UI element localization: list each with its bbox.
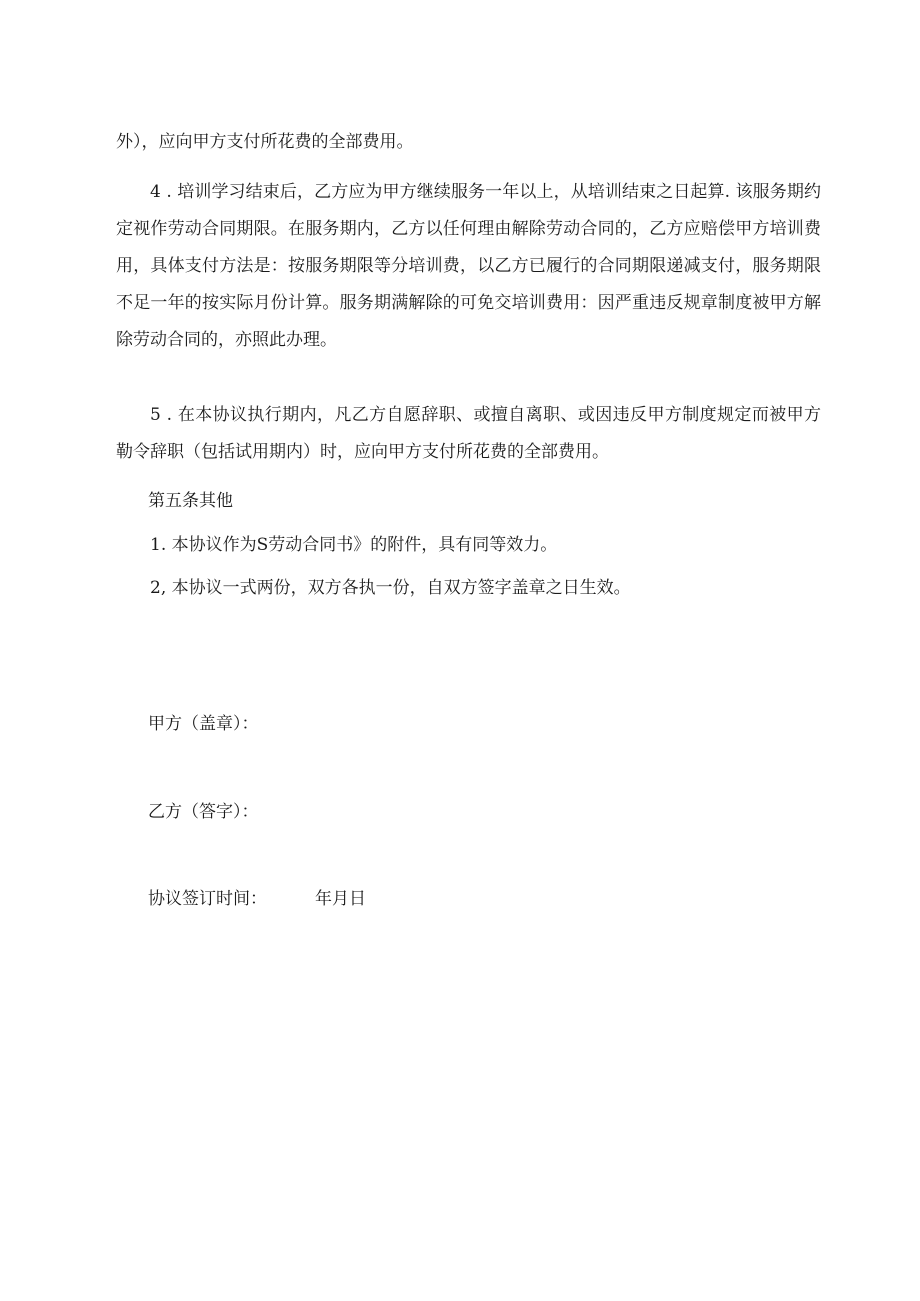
paragraph-clause-4: 4 . 培训学习结束后，乙方应为甲方继续服务一年以上，从培训结束之日起算. 该服务期约定视作劳动合同期限。在服务期内，乙方以任何理由解除劳动合同的，乙方应赔偿甲方培训费用，具体支付方法是：按服务期限等分培训费，以乙方已履行的合同期限递减支付，服务期限不足一年的按实际月份计算。服务期满解除的可免交培训费用：因严重违反规章制度被甲方解除劳动合同的，亦照此办理。 <box>116 182 821 350</box>
signing-date-label: 协议签订时间： <box>148 889 267 909</box>
party-b-signature-label: 乙方（答字）： <box>148 802 259 822</box>
article-5-item-1: 1. 本协议作为S劳动合同书》的附件，具有同等效力。 <box>150 535 558 555</box>
party-a-seal-label: 甲方（盖章）： <box>148 714 259 734</box>
signing-date-value: 年月日 <box>315 889 366 909</box>
paragraph-clause-5: 5 . 在本协议执行期内，凡乙方自愿辞职、或擅自离职、或因违反甲方制度规定而被甲方勒令辞职（包括试用期内）时，应向甲方支付所花费的全部费用。 <box>116 405 821 462</box>
article-5-item-2: 2, 本协议一式两份，双方各执一份，自双方签字盖章之日生效。 <box>150 578 631 598</box>
paragraph-continuation: 外），应向甲方支付所花费的全部费用。 <box>116 132 414 152</box>
article-5-heading: 第五条其他 <box>148 491 233 511</box>
